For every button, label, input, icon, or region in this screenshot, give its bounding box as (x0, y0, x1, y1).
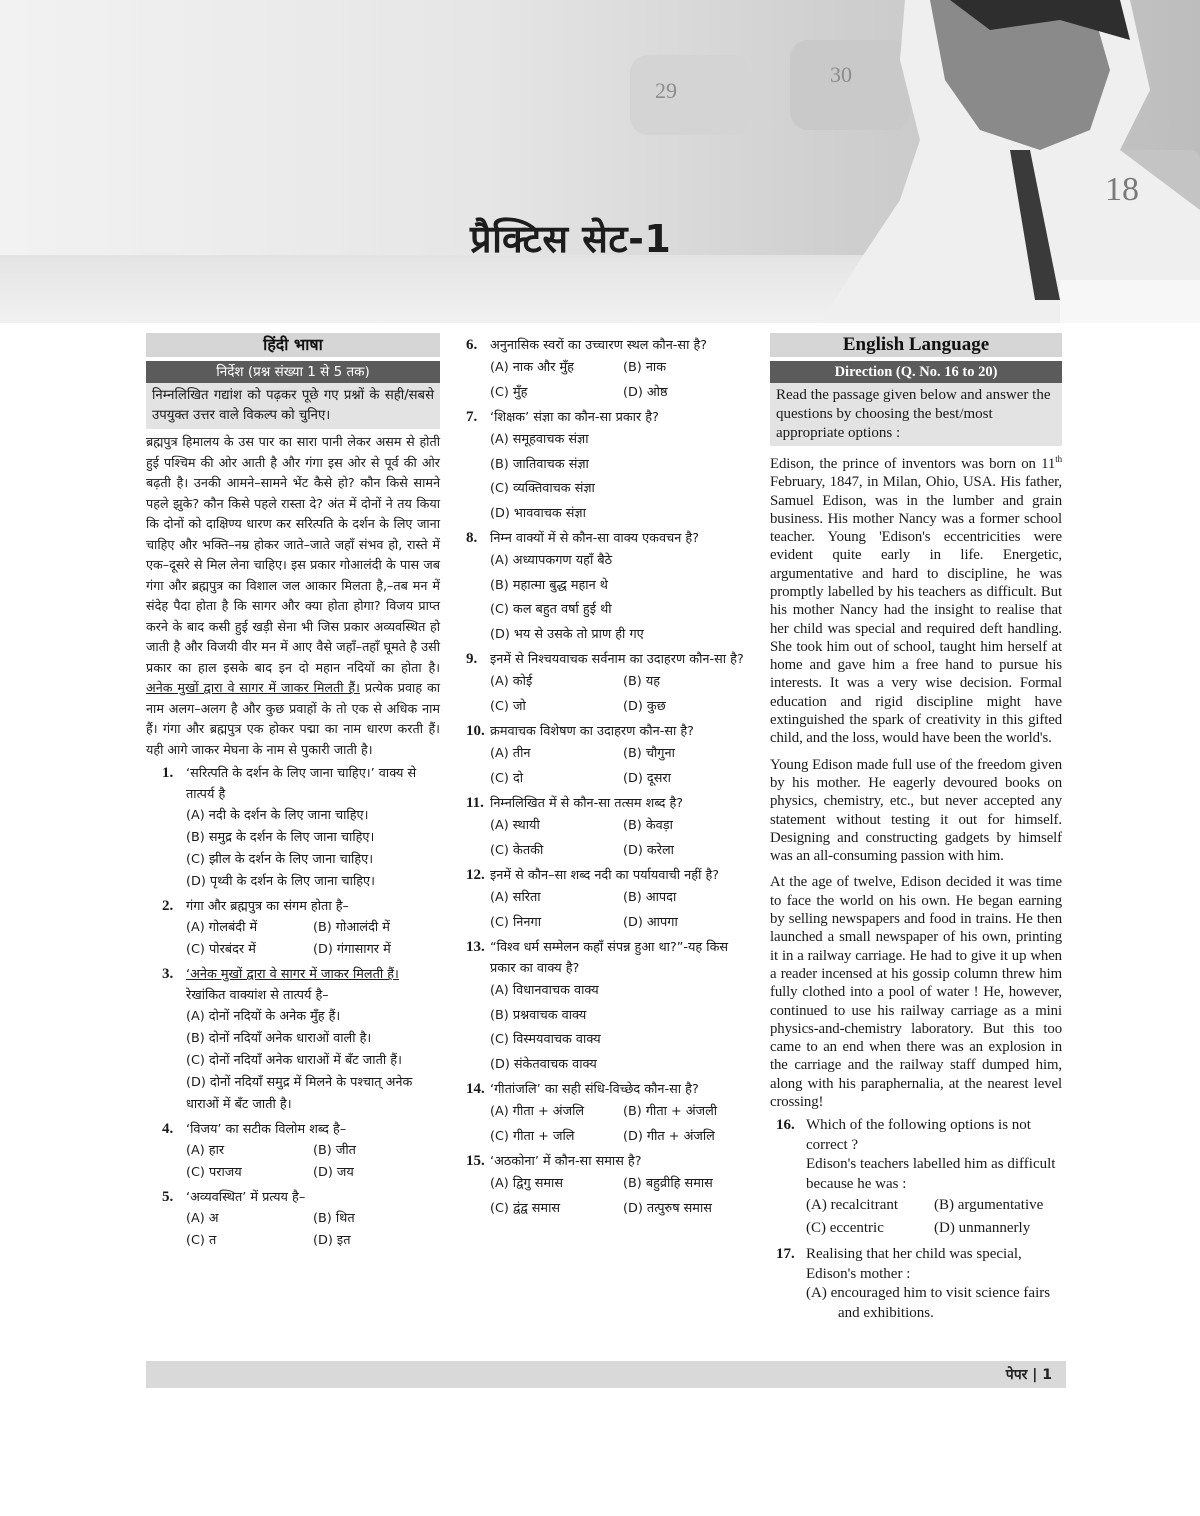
hero-desk-number-3: 18 (1105, 171, 1139, 208)
question-text: ‘सरित्पति के दर्शन के लिए जाना चाहिए।’ वाक्य से तात्पर्य है (186, 766, 417, 802)
english-section-heading: English Language (770, 333, 1062, 357)
question-5 (146, 1187, 440, 1252)
option-c[interactable]: (C) eccentric (806, 1220, 884, 1237)
option-a[interactable]: (A) encouraged him to visit science fairs and exhibitions. (806, 1285, 1051, 1321)
option-c[interactable]: (C) विस्मयवाचक वाक्य (490, 1032, 601, 1047)
option-b[interactable]: (B) दोनों नदियाँ अनेक धाराओं वाली है। (186, 1031, 372, 1046)
option-c[interactable]: (C) केतकी (490, 842, 544, 858)
option-c[interactable]: (C) झील के दर्शन के लिए जाना चाहिए। (186, 852, 374, 867)
option-b[interactable]: (B) बहुव्रीहि समास (623, 1176, 713, 1191)
question-number: 6. (466, 337, 478, 353)
option-c[interactable]: (C) मुँह (490, 384, 528, 400)
question-number: 4. (162, 1121, 174, 1137)
page-title: प्रैक्टिस सेट-1 (470, 217, 672, 261)
english-column (770, 333, 1062, 1323)
option-a[interactable]: (A) गोलबंदी में (186, 920, 258, 935)
option-a[interactable]: (A) हार (186, 1143, 225, 1158)
option-a[interactable]: (A) गीता + अंजलि (490, 1104, 585, 1119)
question-number: 7. (466, 409, 478, 425)
question-8 (466, 528, 756, 647)
hero-desk-number-1: 29 (655, 78, 677, 103)
english-passage-paragraph-3: At the age of twelve, Edison decided it was time to face the world on his own. He began earning by selling newspapers and food in trains. He then launched a small newspaper of his own, printing it in a railway carriage. He had to give it up when a reader incensed at his gossip column threw him fully clothed into a pool of water ! He, however, continued to use his railway carriage as a mini physics-and-chemistry laboratory. But this too came to an end when there was an explosion in the carriage and the railway staff dumped him, along with his paraphernalia, at the nearest level crossing! (770, 874, 1062, 1111)
option-a[interactable]: (A) समूहवाचक संज्ञा (490, 432, 589, 447)
question-text: क्रमवाचक विशेषण का उदाहरण कौन-सा है? (490, 724, 694, 739)
option-b[interactable]: (B) argumentative (934, 1197, 1044, 1214)
option-b[interactable]: (B) केवड़ा (623, 818, 673, 833)
question-6 (466, 335, 756, 405)
question-text: इनमें से कौन–सा शब्द नदी का पर्यायवाची नहीं है? (490, 868, 720, 883)
option-c[interactable]: (C) दो (490, 770, 524, 786)
option-d[interactable]: (D) दूसरा (623, 770, 671, 786)
option-b[interactable]: (B) आपदा (623, 890, 677, 905)
hindi-passage-underlined: अनेक मुखों द्वारा वे सागर में जाकर मिलती हैं। (146, 680, 360, 695)
question-number: 11. (466, 795, 484, 811)
option-b[interactable]: (B) जातिवाचक संज्ञा (490, 456, 589, 472)
option-d[interactable]: (D) पृथ्वी के दर्शन के लिए जाना चाहिए। (186, 874, 375, 889)
option-d[interactable]: (D) इत (313, 1233, 351, 1248)
option-a[interactable]: (A) recalcitrant (806, 1197, 899, 1214)
option-b[interactable]: (B) गीता + अंजली (623, 1104, 718, 1119)
question-12 (466, 865, 756, 935)
hindi-passage-part-1: ब्रह्मपुत्र हिमालय के उस पार का सारा पानी लेकर असम से होती हुई पश्चिम की ओर आती है और गंगा इस ओर से पूर्व की ओर बढ़ती है। उनकी आमने–सामने भेंट कैसे हो? कौन किसे सामने पहले झुके? कौन किसे पहले रास्ता दे? अंत में दोनों ने तय किया कि दोनों को दाक्षिण्य धारण कर सरित्पति के दर्शन के लिए जाना चाहिए और भक्ति–नम्र होकर जाते–जाते जहाँ संभव हो, रास्ते में एक–दूसरे से मिल लेना चाहिए। इस प्रकार गोआलंदी के पास जब गंगा और ब्रह्मपुत्र का विशाल जल आकार मिलता है,–तब मन में संदेह पैदा होता है कि सागर और क्या होता होगा? विजय प्राप्त करने के बाद कसी हुई खड़ी सेना भी जिस प्रकार अव्यवस्थित हो जाती है और विजयी वीर मन में आए वैसे जहाँ–तहाँ घूमते है उसी प्रकार का हाल इसके बाद इन दो महान नदियों का होता है। (146, 434, 440, 675)
question-number: 9. (466, 651, 478, 667)
option-d[interactable]: (D) ओष्ठ (623, 384, 668, 400)
option-a[interactable]: (A) नदी के दर्शन के लिए जाना चाहिए। (186, 808, 369, 823)
question-2 (146, 896, 440, 961)
question-14 (466, 1079, 756, 1149)
option-d[interactable]: (D) गंगासागर में (313, 942, 391, 957)
question-10 (466, 721, 756, 791)
option-d[interactable]: (D) करेला (623, 842, 674, 858)
paragraph-text: Edison, the prince of inventors was born on 11 (770, 455, 1056, 472)
english-direction-text: Read the passage given below and answer the questions by choosing the best/most appropriate options : (770, 383, 1062, 446)
english-passage-paragraph-1 (770, 450, 1062, 748)
question-text: ‘विजय’ का सटीक विलोम शब्द है– (186, 1122, 347, 1137)
option-b[interactable]: (B) चौगुना (623, 746, 675, 761)
hindi-section-heading: हिंदी भाषा (146, 333, 440, 357)
question-text: ‘गीतांजलि’ का सही संधि-विच्छेद कौन-सा है? (490, 1082, 699, 1097)
option-b[interactable]: (B) समुद्र के दर्शन के लिए जाना चाहिए। (186, 830, 375, 845)
option-a[interactable]: (A) कोई (490, 674, 533, 689)
question-15 (466, 1151, 756, 1221)
paragraph-text: February, 1847, in Milan, Ohio, USA. His father, Samuel Edison, was in the lumber and grain business. His mother Nancy was a former school teacher. Young 'Edison's eccentricities were evident quite early in life. Energetic, argumentative and hard to discipline, he was promptly labelled by his teachers as difficult. But his mother Nancy had the insight to realise that her child was special and required deft handling. She took him out of school, taught him herself at home and gave him a free hand to pursue his interests. It was a very wise decision. Formal education and rigid discipline might have extinguished the spark of creativity in this gifted child, and the loss, would have been the world's. (770, 474, 1062, 747)
question-number: 10. (466, 723, 485, 739)
hero-photo-illustration (0, 0, 1200, 323)
option-a[interactable]: (A) अ (186, 1211, 219, 1226)
option-c[interactable]: (C) जो (490, 698, 526, 714)
option-a[interactable]: (A) अध्यापकगण यहाँ बैठे (490, 553, 613, 568)
question-9 (466, 649, 756, 719)
middle-column (466, 333, 756, 1221)
hero-desk-number-2: 30 (830, 62, 852, 87)
question-1 (146, 763, 440, 893)
option-d[interactable]: (D) तत्पुरुष समास (623, 1200, 712, 1216)
option-b[interactable]: (B) गोआलंदी में (313, 920, 390, 935)
option-b[interactable]: (B) महात्मा बुद्ध महान थे (490, 577, 608, 593)
question-text: Which of the following options is not correct ? (806, 1117, 1031, 1153)
option-c[interactable]: (C) त (186, 1233, 217, 1248)
question-text: गंगा और ब्रह्मपुत्र का संगम होता है– (186, 899, 349, 914)
option-d[interactable]: (D) आपगा (623, 914, 678, 930)
hindi-passage-part-2: प्रत्येक प्रवाह का नाम अलग–अलग है और कुछ प्रवाहों के तो एक से अधिक नाम हैं। गंगा और ब्रह्मपुत्र एक होकर पद्मा का नाम धारण करती हैं। यही आगे जाकर मेघना के नाम से पुकारी जाती है। (146, 680, 440, 757)
question-3 (146, 964, 440, 1116)
question-16 (770, 1116, 1062, 1240)
question-text: ‘अठकोना’ में कौन-सा समास है? (490, 1154, 642, 1169)
option-c[interactable]: (C) दोनों नदियाँ अनेक धाराओं में बँट जाती हैं। (186, 1053, 402, 1068)
question-subtext: Edison's teachers labelled him as difficult because he was : (806, 1156, 1056, 1192)
hindi-passage (146, 432, 440, 760)
option-c[interactable]: (C) पराजय (186, 1165, 242, 1180)
option-c[interactable]: (C) द्वंद्व समास (490, 1200, 561, 1216)
option-d[interactable]: (D) भाववाचक संज्ञा (490, 505, 586, 521)
question-7 (466, 407, 756, 526)
question-number: 14. (466, 1081, 485, 1097)
question-number: 16. (776, 1117, 795, 1134)
option-d[interactable]: (D) संकेतवाचक वाक्य (490, 1056, 597, 1072)
page-footer (146, 1361, 1066, 1388)
question-number: 15. (466, 1153, 485, 1169)
option-b[interactable]: (B) प्रश्नवाचक वाक्य (490, 1007, 587, 1023)
option-c[interactable]: (C) व्यक्तिवाचक संज्ञा (490, 481, 595, 496)
option-d[interactable]: (D) गीत + अंजलि (623, 1128, 715, 1144)
question-number: 1. (162, 765, 174, 781)
question-text: अनुनासिक स्वरों का उच्चारण स्थल कौन-सा है? (490, 338, 708, 353)
option-b[interactable]: (B) जीत (313, 1143, 356, 1158)
english-passage-paragraph-2: Young Edison made full use of the freedom given by his mother. He eagerly devoured books on physics, chemistry, etc., but never accepted any statement without testing it out for himself. Designing and constructing gadgets by himself was an all-consuming passion with him. (770, 756, 1062, 865)
question-text: निम्नलिखित में से कौन-सा तत्सम शब्द है? (490, 796, 684, 811)
question-number: 2. (162, 898, 174, 914)
option-c[interactable]: (C) पोरबंदर में (186, 942, 256, 957)
option-b[interactable]: (B) थित (313, 1211, 355, 1226)
hero-chair-1 (630, 55, 750, 135)
hindi-column (146, 333, 440, 1252)
option-c[interactable]: (C) कल बहुत वर्षा हुई थी (490, 602, 612, 617)
option-d[interactable]: (D) भय से उसके तो प्राण ही गए (490, 626, 644, 642)
question-11 (466, 793, 756, 863)
hindi-direction-text: निम्नलिखित गद्यांश को पढ़कर पूछे गए प्रश्नों के सही/सबसे उपयुक्त उत्तर वाले विकल्प को चुनिए। (146, 383, 440, 429)
option-a[interactable]: (A) द्विगु समास (490, 1176, 564, 1191)
superscript: th (1055, 454, 1062, 464)
question-text: Realising that her child was special, Edison's mother : (806, 1246, 1022, 1282)
question-text: ‘अव्यवस्थित’ में प्रत्यय है– (186, 1190, 306, 1205)
option-d[interactable]: (D) दोनों नदियाँ समुद्र में मिलने के पश्चात् अनेक धाराओं में बँट जाती है। (186, 1075, 413, 1112)
question-text: रेखांकित वाक्यांश से तात्पर्य है– (186, 988, 329, 1003)
question-number: 17. (776, 1246, 795, 1263)
question-number: 12. (466, 867, 485, 883)
hindi-direction-label: निर्देश (प्रश्न संख्या 1 से 5 तक) (146, 361, 440, 383)
question-number: 13. (466, 939, 485, 955)
question-4 (146, 1119, 440, 1184)
option-d[interactable]: (D) जय (313, 1165, 354, 1180)
option-a[interactable]: (A) दोनों नदियों के अनेक मुँह हैं। (186, 1009, 341, 1024)
option-b[interactable]: (B) नाक (623, 360, 667, 375)
question-text: निम्न वाक्यों में से कौन-सा वाक्य एकवचन है? (490, 531, 699, 546)
option-a[interactable]: (A) विधानवाचक वाक्य (490, 983, 599, 998)
option-b[interactable]: (B) यह (623, 674, 661, 689)
page-number: पेपर | 1 (1005, 1367, 1052, 1383)
question-text: “विश्व धर्म सम्मेलन कहाँ संपन्न हुआ था?”-यह किस प्रकार का वाक्य है? (490, 940, 729, 976)
question-13 (466, 937, 756, 1077)
option-a[interactable]: (A) सरिता (490, 890, 541, 905)
hero-paper (1060, 280, 1200, 323)
option-c[interactable]: (C) निनगा (490, 914, 542, 930)
question-text: ‘शिक्षक’ संज्ञा का कौन-सा प्रकार है? (490, 410, 659, 425)
option-a[interactable]: (A) स्थायी (490, 818, 540, 833)
option-a[interactable]: (A) तीन (490, 746, 531, 761)
hero-banner (0, 0, 1200, 323)
option-c[interactable]: (C) गीता + जलि (490, 1128, 575, 1144)
question-17 (770, 1245, 1062, 1323)
option-a[interactable]: (A) नाक और मुँह (490, 360, 574, 375)
english-direction-label: Direction (Q. No. 16 to 20) (770, 361, 1062, 383)
question-text-underlined: ‘अनेक मुखों द्वारा वे सागर में जाकर मिलती हैं। (186, 967, 399, 982)
option-d[interactable]: (D) कुछ (623, 698, 666, 714)
question-number: 8. (466, 530, 478, 546)
question-text: इनमें से निश्चयवाचक सर्वनाम का उदाहरण कौन-सा है? (490, 652, 744, 667)
question-number: 5. (162, 1189, 174, 1205)
option-d[interactable]: (D) unmannerly (934, 1220, 1031, 1237)
question-number: 3. (162, 966, 174, 982)
